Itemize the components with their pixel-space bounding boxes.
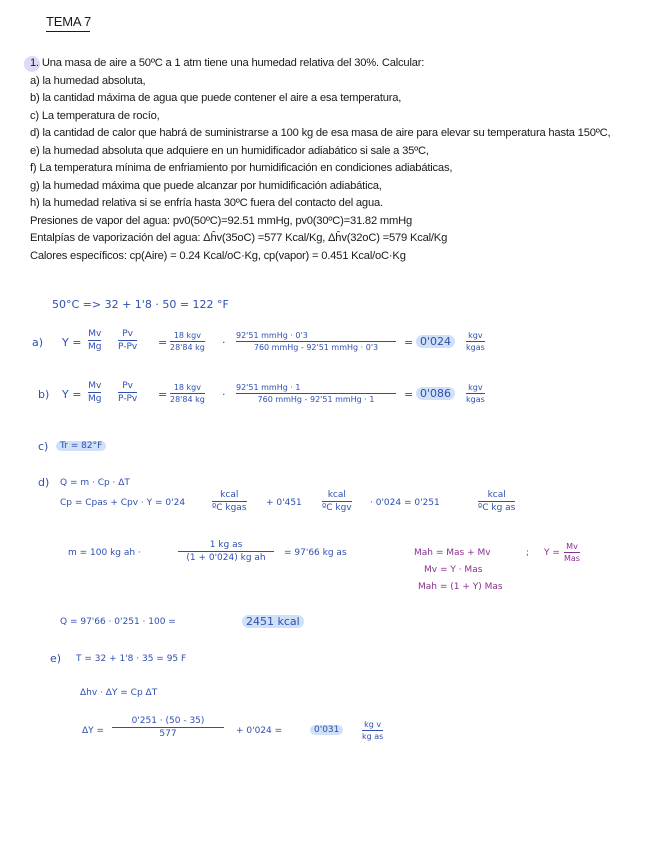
fraction-numerator: kg v [364,720,382,729]
problem-line: Presiones de vapor del agua: pv0(50ºC)=92.51 mmHg, pv0(30ºC)=31.82 mmHg [30,214,413,227]
part-e-result-unit [362,720,383,741]
fraction-bar [118,392,137,393]
part-b-result [416,387,455,400]
part-e-delta-y: ΔY = [82,726,105,736]
problem-line: 1. Una masa de aire a 50ºC a 1 atm tiene una humedad relativa del 30%. Calcular: [30,57,425,69]
fraction-bar [564,552,580,553]
temperature-conversion: 50°C => 32 + 1'8 · 50 = 122 °F [52,298,229,311]
part-e-result: 0'031 [310,725,343,735]
fraction-numerator: kgv [468,331,483,340]
fraction-denominator: kgas [466,395,485,404]
side-note-mass-balance: Mah = Mas + Mv [414,548,491,558]
part-c-dew-point: Tr = 82°F [56,441,106,451]
multiply-dot: · [222,388,226,401]
part-e-fraction [112,716,224,739]
part-d-mass-equation: m = 100 kg ah · [68,548,141,558]
equals-sign: = [158,336,168,349]
fraction-numerator: 92'51 mmHg · 0'3 [236,331,308,340]
part-d-unit-air [212,490,247,513]
part-b-fraction-mass [170,383,205,404]
part-d-unit-cp [478,490,515,513]
fraction-bar [236,393,396,394]
part-a-result-unit [466,331,485,352]
fraction-numerator: Mv [88,381,102,391]
fraction-bar [466,393,485,394]
fraction-denominator: 28'84 kg [170,395,205,404]
fraction-numerator: kcal [487,490,506,500]
problem-line: g) la humedad máxima que puede alcanzar por humidificación adiabática, [30,179,382,192]
part-d-heat-equation: Q = m · Cp · ΔT [60,478,130,488]
side-note-y: Y = [544,548,560,558]
fraction-numerator: Pv [122,329,133,339]
fraction-denominator: Mas [564,554,580,563]
part-d-unit-vapor [322,490,352,513]
problem-line: e) la humedad absoluta que adquiere en un humidificador adiabático si sale a 35ºC, [30,144,429,157]
multiply-dot: · [222,336,226,349]
part-b-label: b) [38,388,50,401]
fraction-bar [118,340,137,341]
equals-sign: = [404,336,414,349]
side-note-separator: ; [526,548,530,558]
part-e-sum: + 0'024 = [236,726,283,736]
problem-line: b) la cantidad máxima de agua que puede contener el aire a esa temperatura, [30,92,402,104]
fraction-numerator: Mv [566,542,578,551]
part-a-fraction-pressure [118,329,137,352]
part-d-heat-result: 2451 kcal [242,615,304,628]
page-title: TEMA 7 [46,14,92,29]
part-a-fraction-vapor [236,331,396,352]
part-e-label: e) [50,652,62,665]
fraction-denominator: ºC kgv [322,503,352,513]
fraction-numerator: 92'51 mmHg · 1 [236,383,301,392]
part-a-fraction-molar [88,329,101,352]
part-e-temperature: T = 32 + 1'8 · 35 = 95 F [76,654,187,664]
problem-line: h) la humedad relativa si se enfría hasta 30ºC fuera del contacto del agua. [30,197,383,209]
problem-line: d) la cantidad de calor que habrá de suministrarse a 100 kg de esa masa de aire para elevar su temperatura hasta 150ºC, [30,127,611,139]
side-note-humid-air-mass: Mah = (1 + Y) Mas [418,582,503,592]
result-value: 0'086 [420,387,452,400]
fraction-denominator: 28'84 kg [170,343,205,352]
fraction-denominator: 760 mmHg - 92'51 mmHg · 1 [257,395,375,404]
equals-sign: = [158,388,168,401]
title-underline [46,31,90,32]
part-b-fraction-pressure [118,381,137,404]
part-a-label: a) [32,336,44,349]
part-d-cp-vapor: + 0'451 [266,498,302,508]
fraction-numerator: 1 kg as [209,540,243,550]
fraction-bar [322,501,352,502]
fraction-bar [236,341,396,342]
part-a-y-eq: Y = [62,336,82,349]
part-a-result [416,335,455,348]
part-e-enthalpy-balance: Δhv · ΔY = Cp ΔT [80,688,158,698]
fraction-bar [478,501,515,502]
fraction-bar [170,341,205,342]
problem-line: c) La temperatura de rocío, [30,109,160,122]
part-b-result-unit [466,383,485,404]
problem-line: Calores específicos: cp(Aire) = 0.24 Kcal/oC·Kg, cp(vapor) = 0.451 Kcal/oC·Kg [30,249,406,262]
fraction-denominator: P-Pv [118,342,138,352]
fraction-bar [466,341,485,342]
part-c-label: c) [38,440,49,453]
fraction-numerator: kgv [468,383,483,392]
fraction-numerator: 0'251 · (50 - 35) [131,716,205,726]
fraction-denominator: kg as [362,732,384,741]
problem-line: Entalpías de vaporización del agua: Δĥv(35oC) =577 Kcal/Kg, Δĥv(32oC) =579 Kcal/Kg [30,232,448,244]
fraction-denominator: Mg [88,342,102,352]
problem-statement [30,55,650,265]
part-d-mass-fraction [178,540,274,563]
part-d-cp-equation: Cp = Cpas + Cpv · Y = 0'24 [60,498,186,508]
part-b-fraction-vapor [236,383,396,404]
fraction-numerator: 18 kgv [173,331,201,340]
fraction-numerator: Mv [88,329,102,339]
side-note-vapor-mass: Mv = Y · Mas [424,565,483,575]
part-b-fraction-molar [88,381,101,404]
part-a-fraction-mass [170,331,205,352]
fraction-bar [212,501,247,502]
part-d-cp-result: · 0'024 = 0'251 [370,498,440,508]
fraction-bar [178,551,274,552]
fraction-denominator: ºC kg as [478,503,516,513]
fraction-numerator: kcal [327,490,346,500]
fraction-bar [170,393,205,394]
part-d-mass-result: = 97'66 kg as [284,548,347,558]
fraction-denominator: 577 [159,729,177,739]
fraction-bar [362,730,383,731]
fraction-denominator: Mg [88,394,102,404]
fraction-denominator: ºC kgas [212,503,247,513]
fraction-bar [88,340,101,341]
problem-line: f) La temperatura mínima de enfriamiento por humidificación en condiciones adiabáticas, [30,162,453,174]
fraction-denominator: kgas [466,343,485,352]
fraction-bar [112,727,224,728]
fraction-denominator: 760 mmHg - 92'51 mmHg · 0'3 [253,343,379,352]
fraction-denominator: P-Pv [118,394,138,404]
fraction-denominator: (1 + 0'024) kg ah [186,553,266,563]
fraction-numerator: kcal [220,490,239,500]
part-d-label: d) [38,476,50,489]
fraction-numerator: 18 kgv [173,383,201,392]
result-value: 0'024 [420,335,452,348]
equals-sign: = [404,388,414,401]
side-note-fraction [564,542,580,563]
part-d-heat-calc: Q = 97'66 · 0'251 · 100 = [60,617,176,627]
part-b-y-eq: Y = [62,388,82,401]
fraction-numerator: Pv [122,381,133,391]
problem-line: a) la humedad absoluta, [30,74,146,87]
fraction-bar [88,392,101,393]
